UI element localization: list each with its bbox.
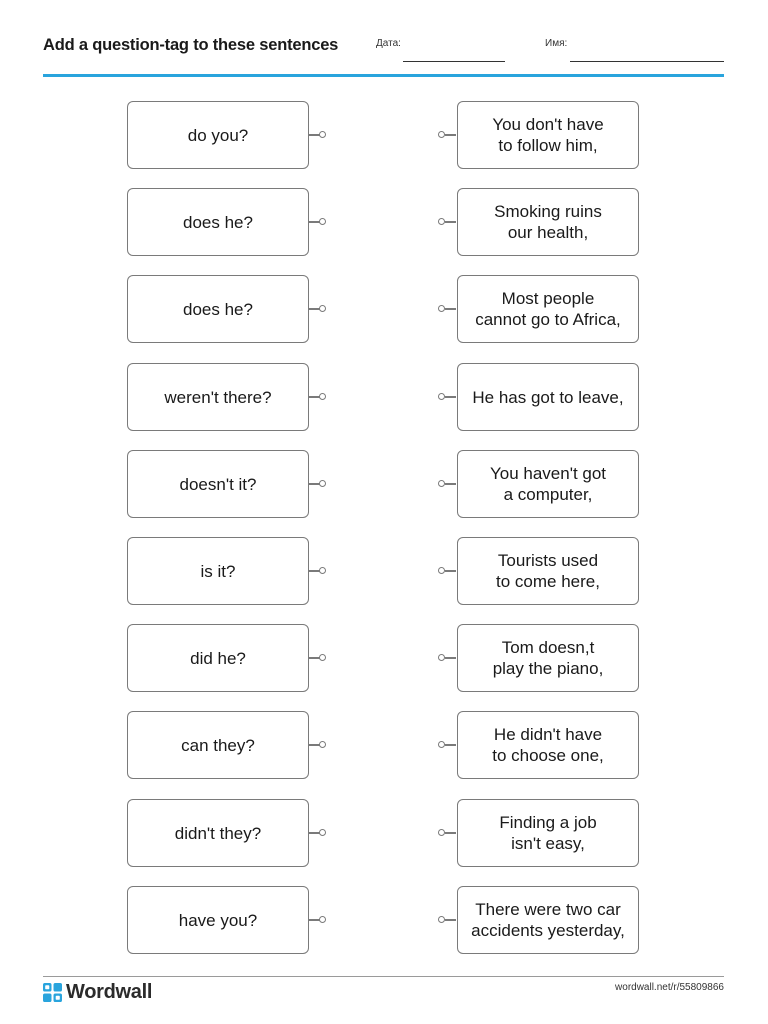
connector-dot [438,218,445,225]
wordwall-logo [43,981,152,1003]
connector-dot [438,480,445,487]
connector-dot [319,218,326,225]
connector-stem [445,657,456,659]
connector-dot [319,654,326,661]
connector-handle-left[interactable] [309,741,327,749]
page-title: Add a question-tag to these sentences [43,36,339,54]
connector-handle-left[interactable] [309,393,327,401]
question-tag-card[interactable]: have you? [127,886,309,954]
sentence-card[interactable]: Tom doesn,t play the piano, [457,624,639,692]
worksheet-header [43,26,724,76]
connector-dot [438,393,445,400]
sentence-card[interactable]: Smoking ruins our health, [457,188,639,256]
connector-handle-right[interactable] [438,393,456,401]
sentence-card[interactable]: He didn't have to choose one, [457,711,639,779]
name-field-line [570,61,724,62]
sentence-card[interactable]: You don't have to follow him, [457,101,639,169]
sentence-card[interactable]: Tourists used to come here, [457,537,639,605]
connector-handle-left[interactable] [309,654,327,662]
question-tag-card[interactable]: didn't they? [127,799,309,867]
name-label: Имя: [545,38,568,49]
connector-dot [438,654,445,661]
connector-dot [319,916,326,923]
connector-dot [319,741,326,748]
connector-handle-right[interactable] [438,480,456,488]
connector-stem [445,221,456,223]
connector-dot [319,131,326,138]
connector-handle-right[interactable] [438,131,456,139]
connector-dot [319,305,326,312]
connector-handle-right[interactable] [438,916,456,924]
connector-dot [438,741,445,748]
sentence-card[interactable]: You haven't got a computer, [457,450,639,518]
sentence-card[interactable]: Most people cannot go to Africa, [457,275,639,343]
connector-stem [445,396,456,398]
connector-stem [445,919,456,921]
sentence-card[interactable]: There were two car accidents yesterday, [457,886,639,954]
question-tag-card[interactable]: doesn't it? [127,450,309,518]
question-tag-card[interactable]: did he? [127,624,309,692]
header-divider [43,74,724,77]
footer-divider [43,976,724,977]
connector-stem [445,308,456,310]
connector-handle-left[interactable] [309,131,327,139]
question-tag-card[interactable]: is it? [127,537,309,605]
question-tag-card[interactable]: does he? [127,188,309,256]
connector-handle-left[interactable] [309,218,327,226]
connector-dot [319,393,326,400]
connector-stem [445,832,456,834]
question-tag-card[interactable]: can they? [127,711,309,779]
connector-dot [438,131,445,138]
sentence-card[interactable]: He has got to leave, [457,363,639,431]
connector-handle-right[interactable] [438,741,456,749]
question-tag-card[interactable]: does he? [127,275,309,343]
connector-dot [438,305,445,312]
connector-handle-right[interactable] [438,567,456,575]
connector-dot [438,829,445,836]
connector-handle-right[interactable] [438,654,456,662]
connector-handle-right[interactable] [438,829,456,837]
connector-stem [445,744,456,746]
question-tag-card[interactable]: do you? [127,101,309,169]
connector-dot [319,567,326,574]
connector-dot [438,567,445,574]
connector-handle-left[interactable] [309,916,327,924]
connector-dot [438,916,445,923]
connector-stem [445,570,456,572]
connector-dot [319,829,326,836]
connector-dot [319,480,326,487]
date-field-line [403,61,505,62]
brand-name: Wordwall [66,980,153,1003]
wordwall-logo-icon [43,983,62,1002]
connector-handle-left[interactable] [309,480,327,488]
connector-handle-right[interactable] [438,218,456,226]
date-label: Дата: [376,38,401,49]
connector-handle-left[interactable] [309,567,327,575]
sentence-card[interactable]: Finding a job isn't easy, [457,799,639,867]
question-tag-card[interactable]: weren't there? [127,363,309,431]
connector-handle-left[interactable] [309,305,327,313]
worksheet-url: wordwall.net/r/55809866 [615,982,724,993]
connector-stem [445,134,456,136]
connector-handle-left[interactable] [309,829,327,837]
connector-stem [445,483,456,485]
connector-handle-right[interactable] [438,305,456,313]
